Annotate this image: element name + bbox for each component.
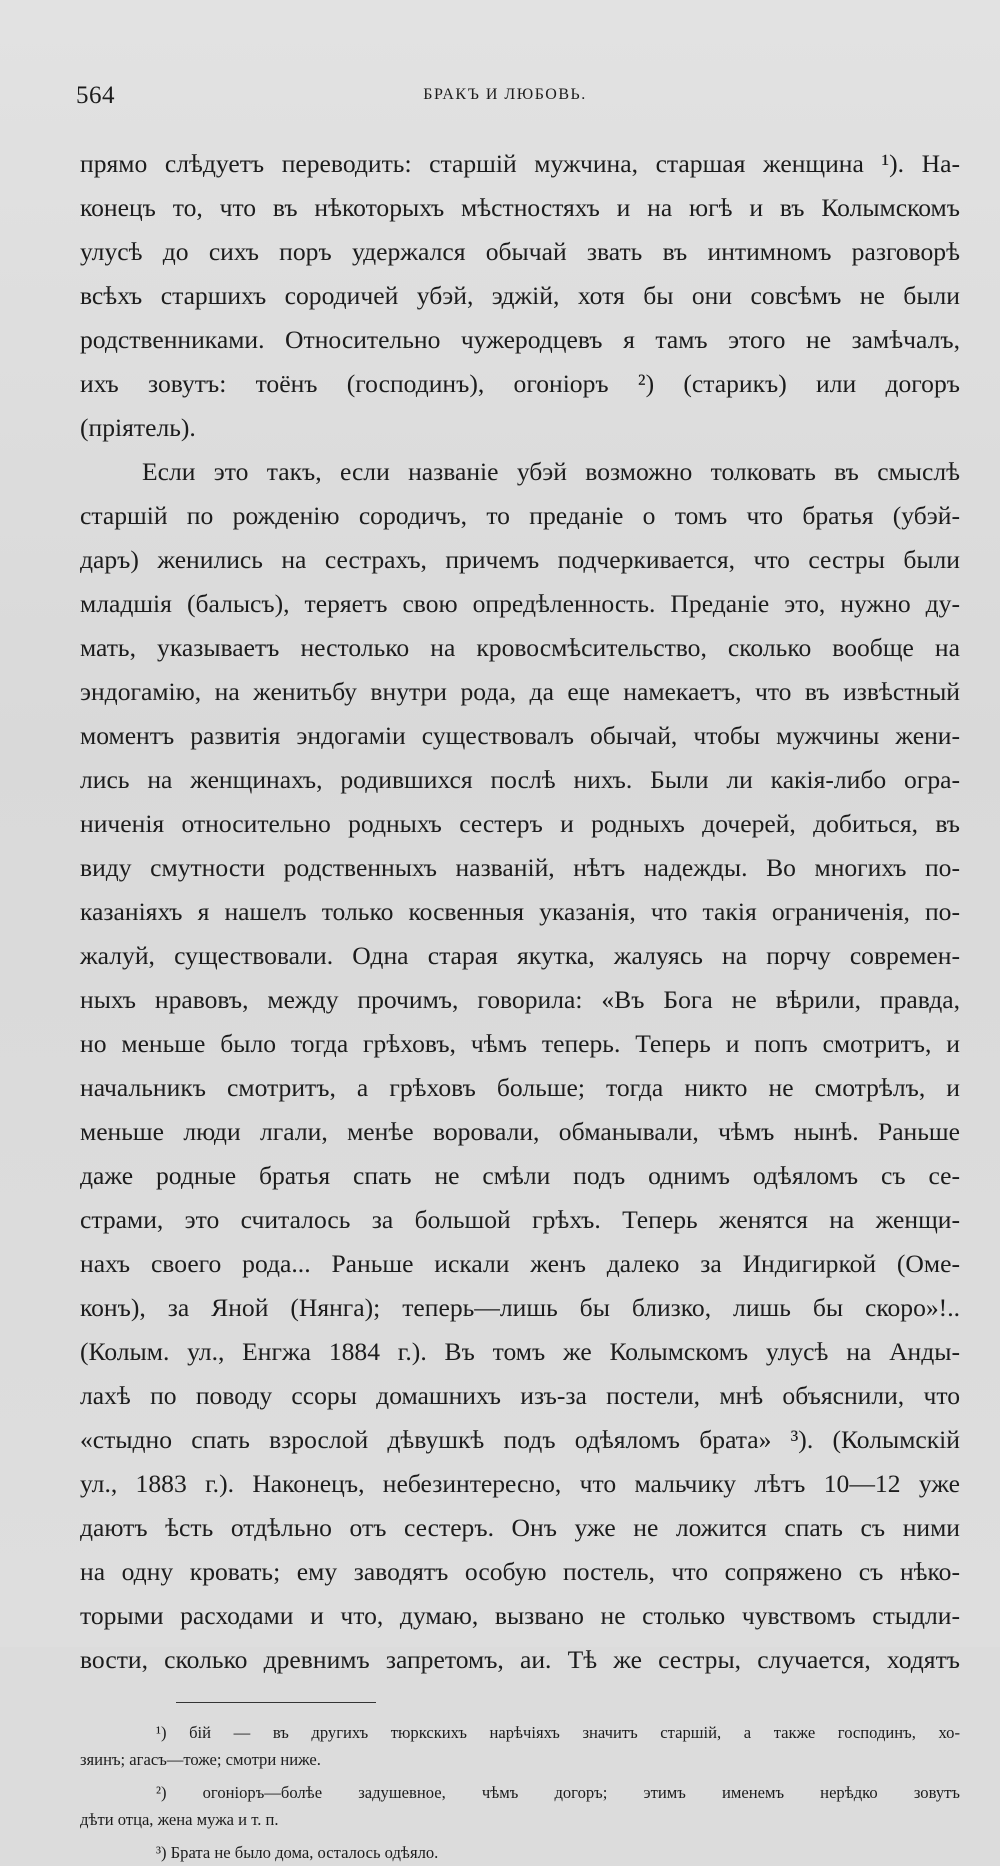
- text-line: ул., 1883 г.). Наконецъ, небезинтересно, что мальчику лѣтъ 10—12 уже: [80, 1469, 960, 1498]
- text-line: меньше люди лгали, менѣе воровали, обманывали, чѣмъ нынѣ. Раньше: [80, 1117, 960, 1146]
- paragraph: [80, 450, 960, 1682]
- text-line: улусѣ до сихъ поръ удержался обычай звать въ интимномъ разговорѣ: [80, 237, 960, 266]
- text-line: конъ), за Яной (Нянга); теперь—лишь бы близко, лишь бы скоро»!..: [80, 1293, 960, 1322]
- text-line: родственниками. Относительно чужеродцевъ я тамъ этого не замѣчалъ,: [80, 325, 960, 354]
- text-line: ихъ зовутъ: тоёнъ (господинъ), огоніоръ ²) (старикъ) или догоръ: [80, 369, 960, 398]
- footnote-1: [80, 1719, 960, 1773]
- text-line: старшій по рожденію сородичъ, то преданіе о томъ что братья (убэй-: [80, 501, 960, 530]
- text-line: конецъ то, что въ нѣкоторыхъ мѣстностяхъ и на югѣ и въ Колымскомъ: [80, 193, 960, 222]
- text-line: моментъ развитія эндогаміи существовалъ обычай, чтобы мужчины жени-: [80, 721, 960, 750]
- text-line: страми, это считалось за большой грѣхъ. Теперь женятся на женщи-: [80, 1205, 960, 1234]
- text-line: младшія (балысъ), теряетъ свою опредѣленность. Преданіе это, нужно ду-: [80, 589, 960, 618]
- body-text: [80, 142, 960, 1682]
- text-line: лись на женщинахъ, родившихся послѣ нихъ. Были ли какія-либо огра-: [80, 765, 960, 794]
- text-line: «стыдно спать взрослой дѣвушкѣ подъ одѣяломъ брата» ³). (Колымскій: [80, 1425, 960, 1454]
- text-line: казаніяхъ я нашелъ только косвенныя указанія, что такія ограниченія, по-: [80, 897, 960, 926]
- footnotes: [80, 1719, 960, 1866]
- footnote-line: ³) Брата не было дома, осталось одѣяло.: [156, 1843, 439, 1862]
- text-line: торыми расходами и что, думаю, вызвано не столько чувствомъ стыдли-: [80, 1601, 960, 1630]
- text-line: вости, сколько древнимъ запретомъ, аи. Тѣ же сестры, случается, ходятъ: [80, 1645, 960, 1674]
- footnote-divider: [176, 1702, 376, 1703]
- page-number: 564: [76, 82, 115, 109]
- page-header: [76, 78, 960, 122]
- text-line: лахѣ по поводу ссоры домашнихъ изъ-за постели, мнѣ объяснили, что: [80, 1381, 960, 1410]
- text-line: прямо слѣдуетъ переводить: старшій мужчина, старшая женщина ¹). На-: [80, 149, 960, 178]
- footnote-3: [80, 1839, 960, 1866]
- text-line: эндогамію, на женитьбу внутри рода, да еще намекаетъ, что въ извѣстный: [80, 677, 960, 706]
- text-line: (Колым. ул., Енгжа 1884 г.). Въ томъ же Колымскомъ улусѣ на Анды-: [80, 1337, 960, 1366]
- text-line: даръ) женились на сестрахъ, причемъ подчеркивается, что сестры были: [80, 545, 960, 574]
- text-line: Если это такъ, если названіе убэй возможно толковать въ смыслѣ: [142, 457, 960, 486]
- text-line: ниченія относительно родныхъ сестеръ и родныхъ дочерей, добиться, въ: [80, 809, 960, 838]
- footnote-2: [80, 1779, 960, 1833]
- text-line: начальникъ смотритъ, а грѣховъ больше; тогда никто не смотрѣлъ, и: [80, 1073, 960, 1102]
- text-line: мать, указываетъ нестолько на кровосмѣсительство, сколько вообще на: [80, 633, 960, 662]
- text-line: на одну кровать; ему заводятъ особую постель, что сопряжено съ нѣко-: [80, 1557, 960, 1586]
- footnote-line: ²) огоніоръ—болѣе задушевное, чѣмъ догоръ; этимъ именемъ нерѣдко зовутъ: [156, 1783, 960, 1802]
- running-title: БРАКЪ И ЛЮБОВЬ.: [423, 86, 587, 103]
- text-line: нахъ своего рода... Раньше искали женъ далеко за Индигиркой (Оме-: [80, 1249, 960, 1278]
- text-line: даже родные братья спать не смѣли подъ однимъ одѣяломъ съ се-: [80, 1161, 960, 1190]
- text-line: даютъ ѣсть отдѣльно отъ сестеръ. Онъ уже не ложится спать съ ними: [80, 1513, 960, 1542]
- footnote-line: зяинъ; агасъ—тоже; смотри ниже.: [80, 1750, 321, 1769]
- text-line: жалуй, существовали. Одна старая якутка, жалуясь на порчу современ-: [80, 941, 960, 970]
- text-line: виду смутности родственныхъ названій, нѣтъ надежды. Во многихъ по-: [80, 853, 960, 882]
- footnote-line: ¹) бій — въ другихъ тюркскихъ нарѣчіяхъ значитъ старшій, а также господинъ, хо-: [156, 1723, 960, 1742]
- paragraph-continued: [80, 142, 960, 450]
- text-line: но меньше было тогда грѣховъ, чѣмъ теперь. Теперь и попъ смотритъ, и: [80, 1029, 960, 1058]
- text-line: всѣхъ старшихъ сородичей убэй, эджій, хотя бы они совсѣмъ не были: [80, 281, 960, 310]
- footnote-line: дѣти отца, жена мужа и т. п.: [80, 1810, 279, 1829]
- text-line: ныхъ нравовъ, между прочимъ, говорила: «Въ Бога не вѣрили, правда,: [80, 985, 960, 1014]
- text-line: (пріятель).: [80, 413, 196, 442]
